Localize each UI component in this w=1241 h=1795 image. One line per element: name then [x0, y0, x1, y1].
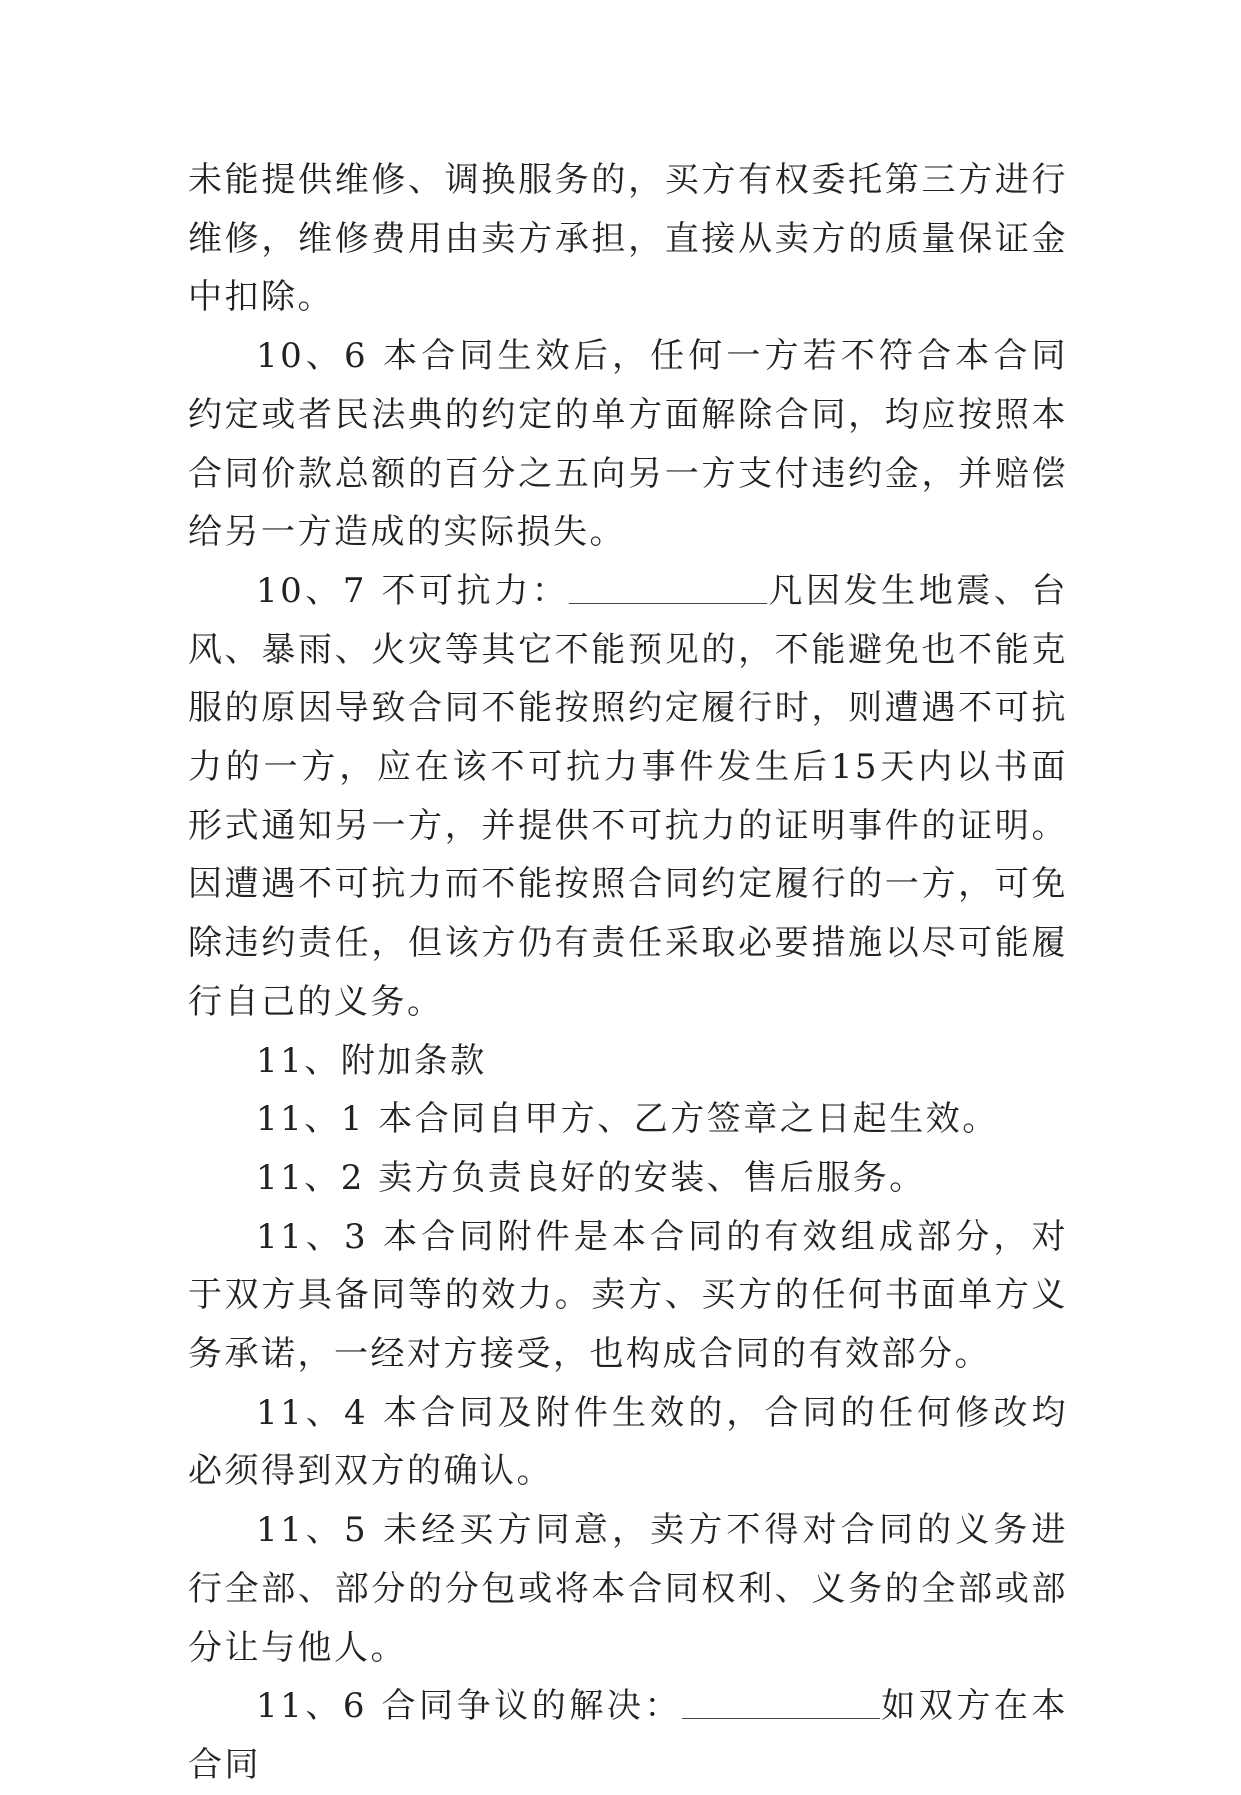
- fill-in-blank-line: [682, 1688, 880, 1719]
- clause-11-6-body: 如双方在本合同: [188, 1686, 1069, 1785]
- fill-in-blank-line: [569, 573, 767, 604]
- document-page: [188, 151, 1068, 1795]
- paragraph-carryover: 未能提供维修、调换服务的，买方有权委托第三方进行维修，维修费用由卖方承担，直接从卖方的质量保证金中扣除。: [188, 160, 1068, 318]
- paragraph-11-5: 11、5 未经买方同意，卖方不得对合同的义务进行全部、部分的分包或将本合同权利、义务的全部或部分让与他人。: [188, 1510, 1068, 1668]
- paragraph-11-6: [188, 1677, 1068, 1794]
- section-heading-11: 11、附加条款: [256, 1040, 487, 1081]
- paragraph-11-2: 11、2 卖方负责良好的安装、售后服务。: [256, 1157, 926, 1198]
- paragraph-11-1: 11、1 本合同自甲方、乙方签章之日起生效。: [256, 1099, 999, 1140]
- clause-10-7-body: 凡因发生地震、台风、暴雨、火灾等其它不能预见的，不能避免也不能克服的原因导致合同不能按照约定履行时，则遭遇不可抗力的一方，应在该不可抗力事件发生后15天内以书面形式通知另一方，并提供不可抗力的证明事件的证明。因遭遇不可抗力而不能按照合同约定履行的一方，可免除违约责任，但该方仍有责任采取必要措施以尽可能履行自己的义务。: [188, 570, 1069, 1022]
- paragraph-10-6: 10、6 本合同生效后，任何一方若不符合本合同约定或者民法典的约定的单方面解除合同，均应按照本合同价款总额的百分之五向另一方支付违约金，并赔偿给另一方造成的实际损失。: [188, 336, 1068, 553]
- paragraph-10-7: [188, 562, 1068, 1032]
- paragraph-11-4: 11、4 本合同及附件生效的，合同的任何修改均必须得到双方的确认。: [188, 1392, 1068, 1492]
- paragraph-11-3: 11、3 本合同附件是本合同的有效组成部分，对于双方具备同等的效力。卖方、买方的任何书面单方义务承诺，一经对方接受，也构成合同的有效部分。: [188, 1216, 1068, 1375]
- clause-11-6-heading: 11、6 合同争议的解决：: [256, 1686, 683, 1727]
- clause-10-7-heading: 10、7 不可抗力：: [256, 570, 570, 611]
